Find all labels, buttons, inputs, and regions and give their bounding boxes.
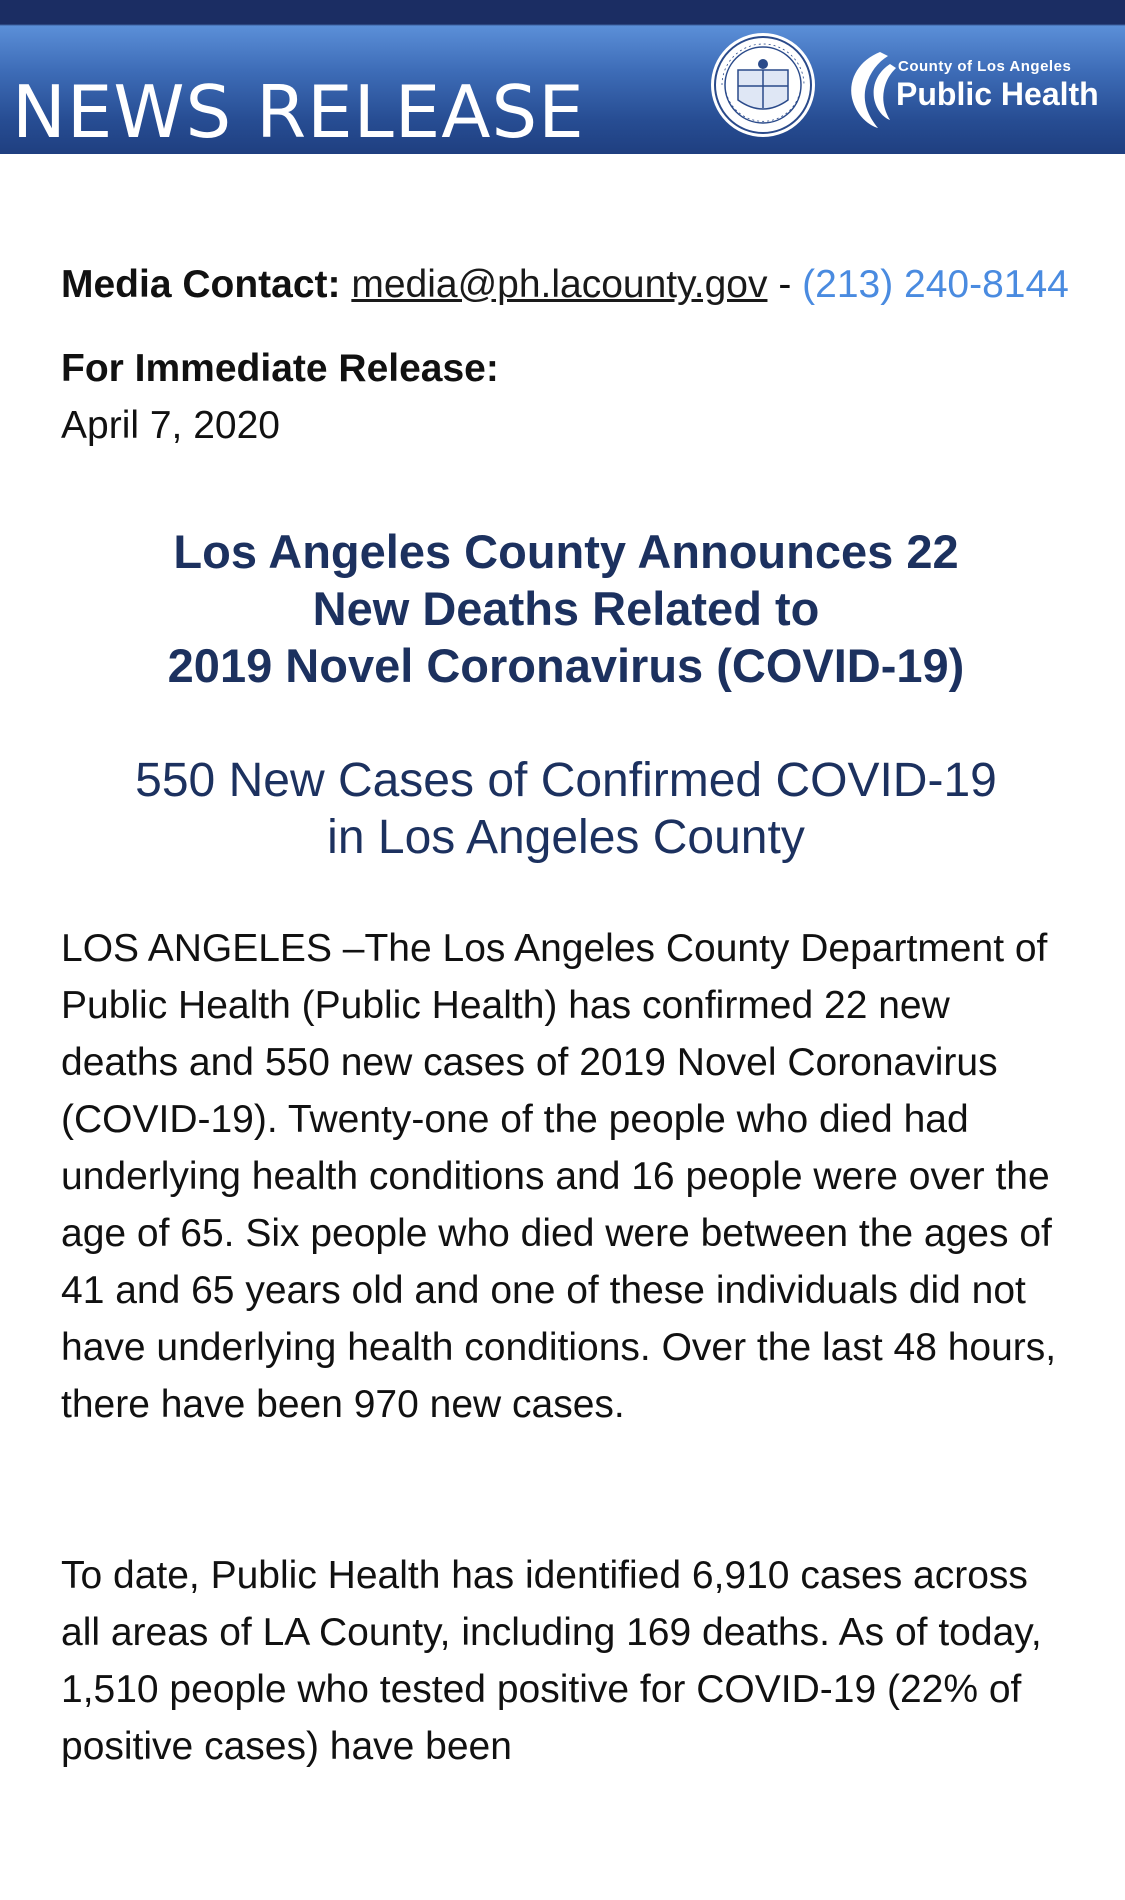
contact-separator: - <box>778 263 792 306</box>
subheadline <box>61 752 1071 866</box>
release-content <box>61 256 1071 1775</box>
media-phone-link[interactable]: (213) 240-8144 <box>802 263 1069 306</box>
media-contact <box>61 256 1071 313</box>
headline-line-3: 2019 Novel Coronavirus (COVID-19) <box>167 639 965 692</box>
media-contact-label: Media Contact: <box>61 263 341 306</box>
subheadline-line-1: 550 New Cases of Confirmed COVID-19 <box>135 754 997 807</box>
logo-public-health-text: Public Health <box>896 76 1099 112</box>
release-info <box>61 340 1071 454</box>
body-paragraph-1: LOS ANGELES –The Los Angeles County Department of Public Health (Public Health) has confirmed 22 new deaths and 550 new cases of 2019 Novel Coronavirus (COVID-19). Twenty-one of the people who died had underlying health conditions and 16 people were over the age of 65. Six people who died were between the ages of 41 and 65 years old and one of these individuals did not have underlying health conditions. Over the last 48 hours, there have been 970 new cases. <box>61 927 1057 1426</box>
logo-county-text: County of Los Angeles <box>898 58 1072 75</box>
county-seal-icon <box>708 30 818 140</box>
media-email-link[interactable]: media@ph.lacounty.gov <box>351 263 768 306</box>
public-health-logo-icon <box>840 46 900 130</box>
headline-line-1: Los Angeles County Announces 22 <box>173 525 959 578</box>
subheadline-line-2: in Los Angeles County <box>327 811 805 864</box>
headline-line-2: New Deaths Related to <box>312 582 820 635</box>
release-label: For Immediate Release: <box>61 347 499 390</box>
body-paragraph-2: To date, Public Health has identified 6,910 cases across all areas of LA County, including 169 deaths. As of today, 1,510 people who tested positive for COVID-19 (22% of positive cases) have been <box>61 1554 1042 1768</box>
headline <box>61 523 1071 694</box>
banner-title: NEWS RELEASE <box>12 70 585 154</box>
header-banner <box>0 0 1125 154</box>
release-date: April 7, 2020 <box>61 404 280 447</box>
